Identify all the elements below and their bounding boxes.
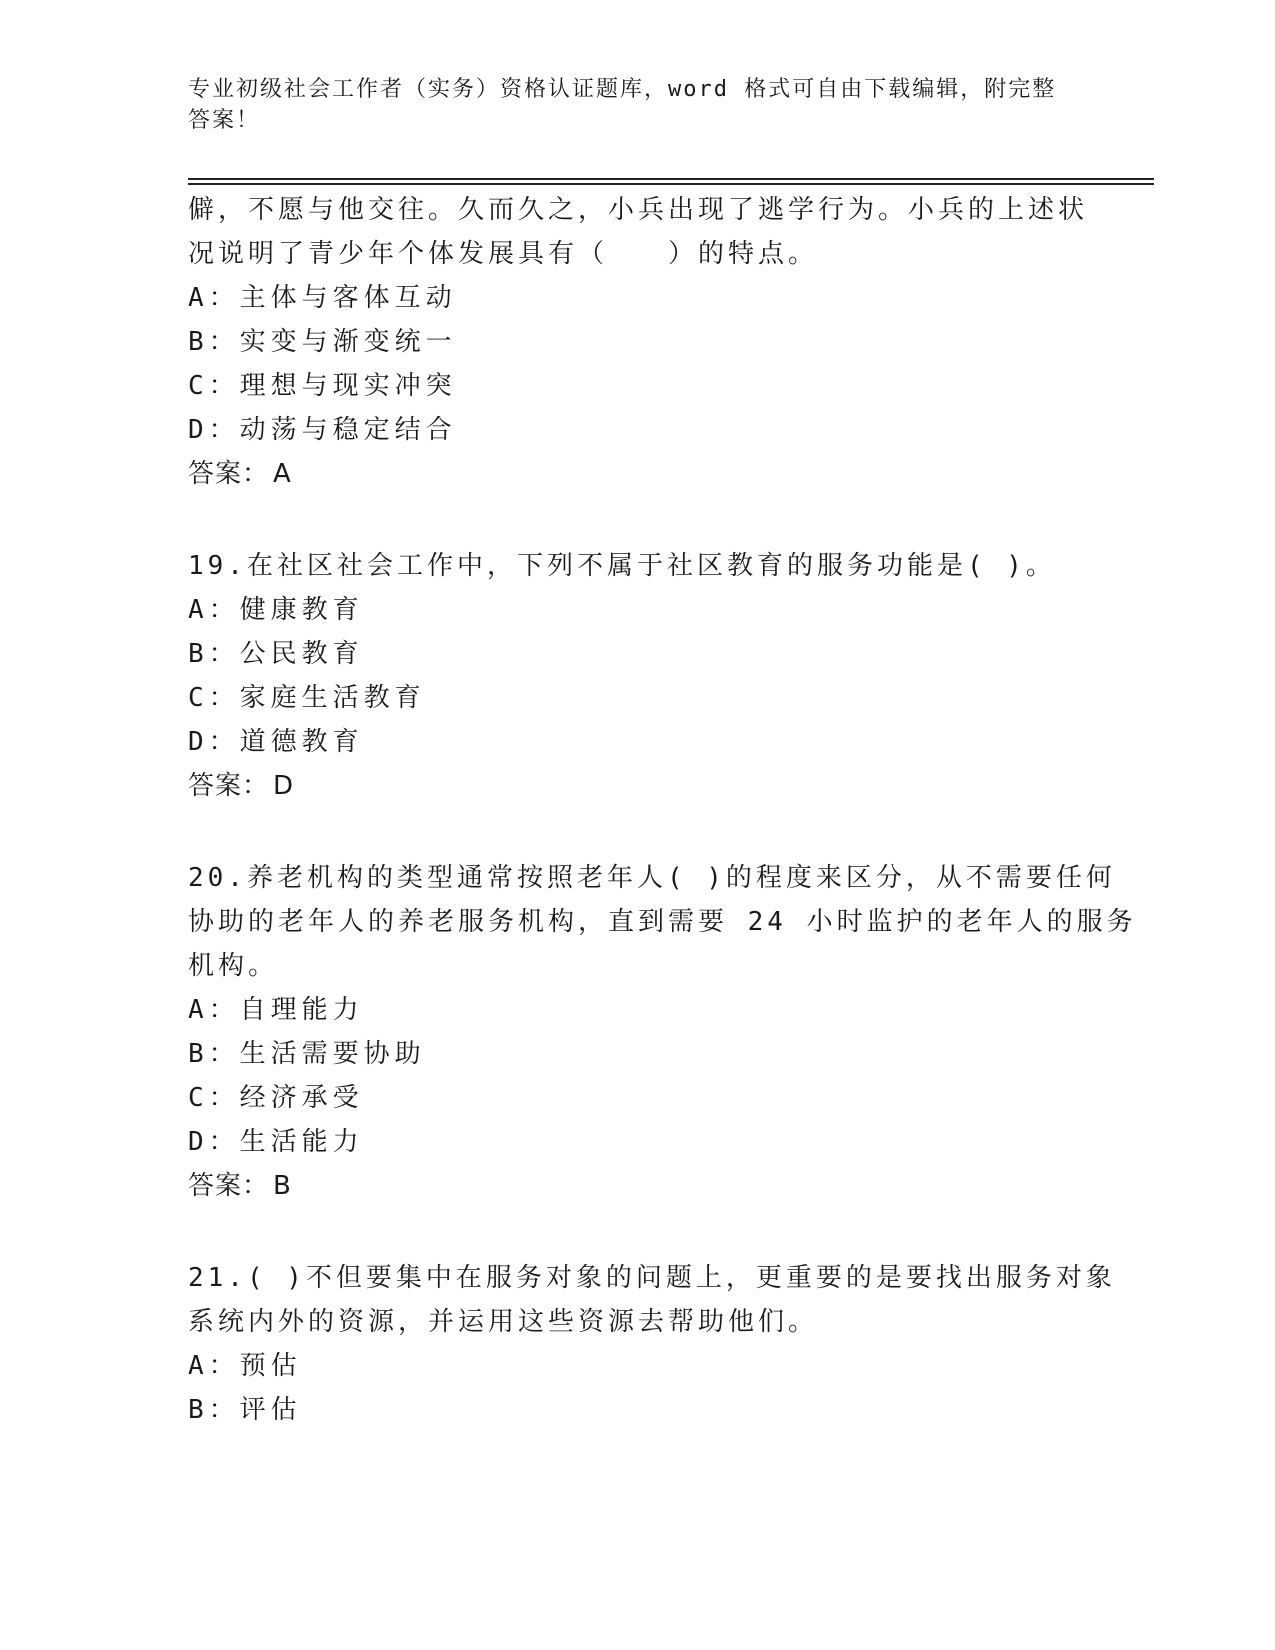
header-divider-bottom [188,183,1154,185]
spacer [188,1208,1088,1256]
question-stem-line: 21.( )不但要集中在服务对象的问题上，更重要的是要找出服务对象 [188,1263,1116,1293]
answer-label: 答案： [188,1171,270,1201]
option-d: D：生活能力 [188,1127,364,1157]
question-21 [188,1256,1116,1432]
spacer [188,808,1088,856]
option-b: B：生活需要协助 [188,1039,426,1069]
header-line-2: 答案！ [188,108,261,133]
question-stem-line: 僻，不愿与他交往。久而久之，小兵出现了逃学行为。小兵的上述状 [188,195,1089,225]
option-a: A：预估 [188,1351,302,1381]
question-stem-line: 协助的老年人的养老服务机构，直到需要 24 小时监护的老年人的服务 [188,907,1137,937]
answer-value: D [273,771,295,801]
option-d: D：道德教育 [188,727,364,757]
question-stem-line: 况说明了青少年个体发展具有（ ）的特点。 [188,239,819,269]
option-a: A：健康教育 [188,595,364,625]
answer-line [188,1164,1088,1208]
option-a: A：主体与客体互动 [188,283,457,313]
question-list [188,188,1137,1432]
option-c: C：理想与现实冲突 [188,371,457,401]
answer-value: A [273,459,292,489]
question-stem-line: 系统内外的资源，并运用这些资源去帮助他们。 [188,1307,819,1337]
answer-line [188,452,1088,496]
option-c: C：经济承受 [188,1083,364,1113]
option-b: B：实变与渐变统一 [188,327,457,357]
question-18 [188,188,1088,496]
answer-label: 答案： [188,771,270,801]
question-stem-line: 20.养老机构的类型通常按照老年人( )的程度来区分，从不需要任何 [188,863,1116,893]
header-line-1: 专业初级社会工作者（实务）资格认证题库，word 格式可自由下载编辑，附完整 [188,77,1057,102]
option-a: A：自理能力 [188,995,364,1025]
question-stem-line: 19.在社区社会工作中，下列不属于社区教育的服务功能是( )。 [188,551,1056,581]
document-header [188,74,1088,136]
answer-value: B [273,1171,292,1201]
question-stem-line: 机构。 [188,951,279,981]
option-b: B：公民教育 [188,639,364,669]
question-20 [188,856,1137,1208]
option-d: D：动荡与稳定结合 [188,415,457,445]
header-divider-top [188,178,1154,180]
option-b: B：评估 [188,1395,302,1425]
answer-label: 答案： [188,459,270,489]
question-19 [188,544,1088,808]
spacer [188,496,1088,544]
answer-line [188,764,1088,808]
option-c: C：家庭生活教育 [188,683,426,713]
